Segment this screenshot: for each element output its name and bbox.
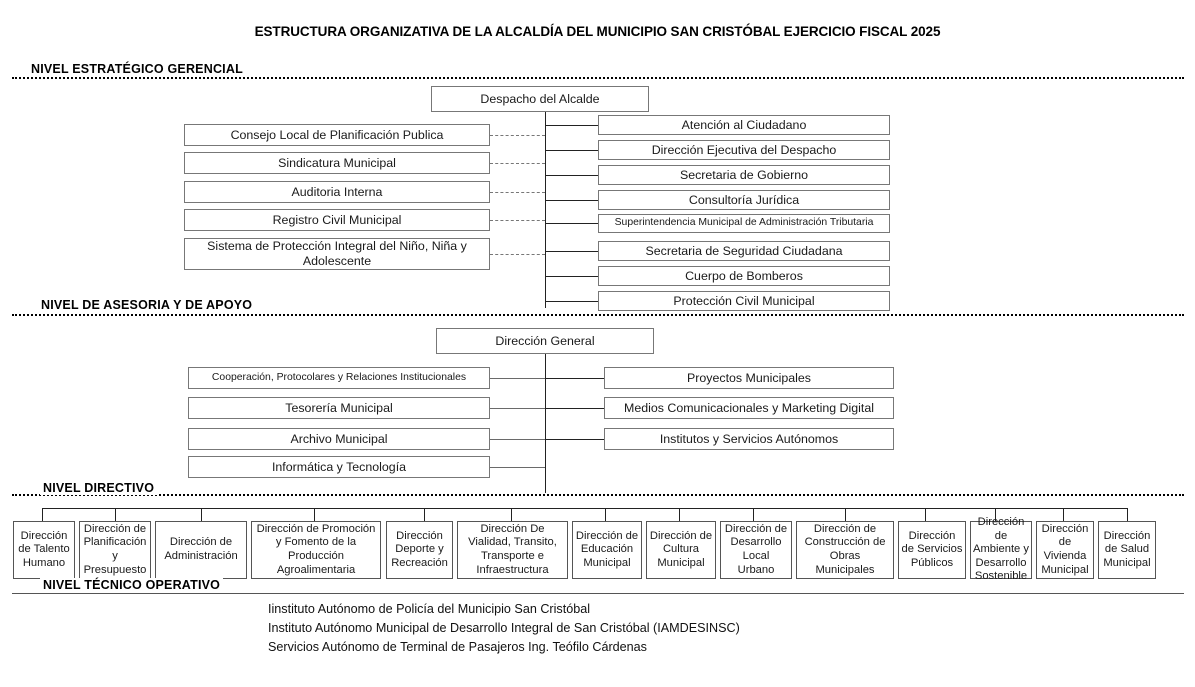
drop-directive-11 (925, 508, 926, 521)
node-institutos-servicios-autonomos[interactable]: Institutos y Servicios Autónomos (604, 428, 894, 450)
drop-directive-5 (424, 508, 425, 521)
connector-left-strategic-5 (490, 254, 545, 255)
connector-right-strategic-8 (545, 301, 598, 302)
divider-technical (12, 593, 1184, 594)
connector-left-strategic-3 (490, 192, 545, 193)
node-direccion-construccion-obras[interactable]: Dirección de Construcción de Obras Municipales (796, 521, 894, 579)
connector-left-advisory-1 (490, 378, 545, 379)
node-direccion-planificacion-presupuesto[interactable]: Dirección de Planificación y Presupuesto (79, 521, 151, 579)
node-direccion-vivienda-municipal[interactable]: Dirección de Vivienda Municipal (1036, 521, 1094, 579)
node-direccion-general[interactable]: Dirección General (436, 328, 654, 354)
connector-right-strategic-5 (545, 223, 598, 224)
drop-directive-2 (115, 508, 116, 521)
node-auditoria-interna[interactable]: Auditoria Interna (184, 181, 490, 203)
technical-entity-2: Instituto Autónomo Municipal de Desarrollo Integral de San Cristóbal (IAMDESINSC) (268, 621, 740, 636)
drop-directive-8 (679, 508, 680, 521)
drop-directive-14 (1127, 508, 1128, 521)
connector-right-advisory-2 (545, 408, 604, 409)
drop-directive-1 (42, 508, 43, 521)
node-direccion-deporte-recreacion[interactable]: Dirección Deporte y Recreación (386, 521, 453, 579)
connector-left-strategic-1 (490, 135, 545, 136)
node-sindicatura-municipal[interactable]: Sindicatura Municipal (184, 152, 490, 174)
node-direccion-ejecutiva-despacho[interactable]: Dirección Ejecutiva del Despacho (598, 140, 890, 160)
level-label-technical: NIVEL TÉCNICO OPERATIVO (40, 578, 223, 592)
connector-right-strategic-4 (545, 200, 598, 201)
connector-left-strategic-4 (490, 220, 545, 221)
connector-right-strategic-3 (545, 175, 598, 176)
node-informatica-tecnologia[interactable]: Informática y Tecnología (188, 456, 490, 478)
node-direccion-promocion-fomento-agroalimentaria[interactable]: Dirección de Promoción y Fomento de la Producción Agroalimentaria (251, 521, 381, 579)
node-direccion-servicios-publicos[interactable]: Dirección de Servicios Públicos (898, 521, 966, 579)
drop-directive-6 (511, 508, 512, 521)
technical-entity-3: Servicios Autónomo de Terminal de Pasajeros Ing. Teófilo Cárdenas (268, 640, 647, 655)
connector-right-strategic-1 (545, 125, 598, 126)
node-direccion-administracion[interactable]: Dirección de Administración (155, 521, 247, 579)
connector-left-advisory-3 (490, 439, 545, 440)
drop-directive-13 (1063, 508, 1064, 521)
divider-directive (12, 494, 1184, 496)
connector-left-strategic-2 (490, 163, 545, 164)
drop-directive-3 (201, 508, 202, 521)
divider-advisory (12, 314, 1184, 316)
node-direccion-ambiente-desarrollo-sostenible[interactable]: Dirección de Ambiente y Desarrollo Sostenible (970, 521, 1032, 579)
level-label-directive: NIVEL DIRECTIVO (40, 481, 157, 495)
drop-directive-7 (605, 508, 606, 521)
connector-right-strategic-6 (545, 251, 598, 252)
node-direccion-talento-humano[interactable]: Dirección de Talento Humano (13, 521, 75, 579)
node-direccion-vialidad-transito[interactable]: Dirección De Vialidad, Transito, Transporte e Infraestructura (457, 521, 568, 579)
drop-directive-10 (845, 508, 846, 521)
node-archivo-municipal[interactable]: Archivo Municipal (188, 428, 490, 450)
node-despacho-del-alcalde[interactable]: Despacho del Alcalde (431, 86, 649, 112)
node-direccion-educacion-municipal[interactable]: Dirección de Educación Municipal (572, 521, 642, 579)
node-direccion-cultura-municipal[interactable]: Dirección de Cultura Municipal (646, 521, 716, 579)
node-cuerpo-de-bomberos[interactable]: Cuerpo de Bomberos (598, 266, 890, 286)
connector-left-advisory-4 (490, 467, 545, 468)
connector-right-strategic-7 (545, 276, 598, 277)
node-tesoreria-municipal[interactable]: Tesorería Municipal (188, 397, 490, 419)
technical-entity-1: Iinstituto Autónomo de Policía del Municipio San Cristóbal (268, 602, 591, 616)
node-secretaria-de-gobierno[interactable]: Secretaria de Gobierno (598, 165, 890, 185)
node-proteccion-civil-municipal[interactable]: Protección Civil Municipal (598, 291, 890, 311)
technical-entity-list (268, 600, 740, 657)
connector-right-advisory-1 (545, 378, 604, 379)
node-secretaria-seguridad-ciudadana[interactable]: Secretaria de Seguridad Ciudadana (598, 241, 890, 261)
node-superintendencia-tributaria[interactable]: Superintendencia Municipal de Administración Tributaria (598, 214, 890, 233)
connector-right-strategic-2 (545, 150, 598, 151)
node-consejo-local-planificacion[interactable]: Consejo Local de Planificación Publica (184, 124, 490, 146)
divider-strategic (12, 77, 1184, 79)
node-atencion-al-ciudadano[interactable]: Atención al Ciudadano (598, 115, 890, 135)
page-title: ESTRUCTURA ORGANIZATIVA DE LA ALCALDÍA DEL MUNICIPIO SAN CRISTÓBAL EJERCICIO FISCAL 2025 (254, 24, 941, 39)
drop-directive-4 (314, 508, 315, 521)
connector-right-advisory-3 (545, 439, 604, 440)
connector-left-advisory-2 (490, 408, 545, 409)
node-direccion-salud-municipal[interactable]: Dirección de Salud Municipal (1098, 521, 1156, 579)
node-cooperacion-protocolares[interactable]: Cooperación, Protocolares y Relaciones Institucionales (188, 367, 490, 389)
level-label-advisory: NIVEL DE ASESORIA Y DE APOYO (38, 298, 255, 312)
node-proyectos-municipales[interactable]: Proyectos Municipales (604, 367, 894, 389)
node-registro-civil-municipal[interactable]: Registro Civil Municipal (184, 209, 490, 231)
node-medios-comunicacionales[interactable]: Medios Comunicacionales y Marketing Digital (604, 397, 894, 419)
trunk-advisory (545, 354, 546, 493)
trunk-strategic (545, 112, 546, 308)
node-consultoria-juridica[interactable]: Consultoría Jurídica (598, 190, 890, 210)
level-label-strategic: NIVEL ESTRATÉGICO GERENCIAL (28, 62, 246, 76)
node-direccion-desarrollo-local-urbano[interactable]: Dirección de Desarrollo Local Urbano (720, 521, 792, 579)
bus-directive (42, 508, 1127, 509)
node-sistema-proteccion-integral[interactable]: Sistema de Protección Integral del Niño, Niña y Adolescente (184, 238, 490, 270)
drop-directive-9 (753, 508, 754, 521)
